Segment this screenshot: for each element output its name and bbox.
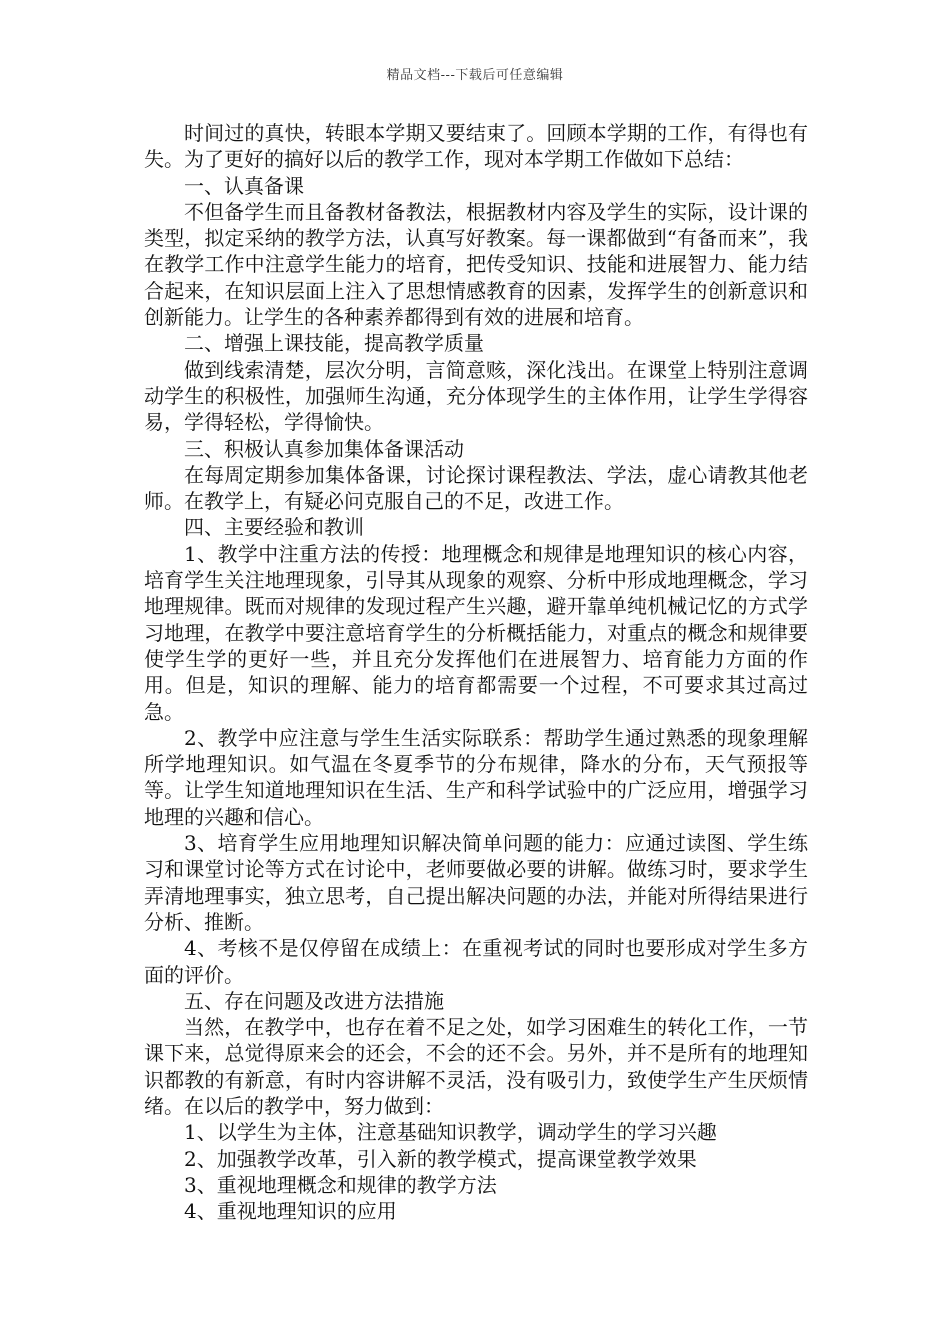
intro-paragraph: 时间过的真快，转眼本学期又要结束了。回顾本学期的工作，有得也有失。为了更好的搞好以后的教学工作，现对本学期工作做如下总结： <box>144 121 808 172</box>
section-4-item-3: 3、培育学生应用地理知识解决简单问题的能力：应通过读图、学生练习和课堂讨论等方式在讨论中，老师要做必要的讲解。做练习时，要求学生弄清地理事实，独立思考，自己提出解决问题的办法，并能对所得结果进行分析、推断。 <box>144 831 808 934</box>
section-4-item-4: 4、考核不是仅停留在成绩上：在重视考试的同时也要形成对学生多方面的评价。 <box>144 936 808 987</box>
section-2-heading: 二、增强上课技能，提高教学质量 <box>184 331 484 356</box>
section-1-paragraph: 不但备学生而且备教材备教法，根据教材内容及学生的实际，设计课的类型，拟定采纳的教学方法，认真写好教案。每一课都做到“有备而来”，我在教学工作中注意学生能力的培育，把传受知识、技能和进展智力、能力结合起来，在知识层面上注入了思想情感教育的因素，发挥学生的创新意识和创新能力。让学生的各种素养都得到有效的进展和培育。 <box>144 199 808 330</box>
section-2-paragraph: 做到线索清楚，层次分明，言简意赅，深化浅出。在课堂上特别注意调动学生的积极性，加强师生沟通，充分体现学生的主体作用，让学生学得容易，学得轻松，学得愉快。 <box>144 357 808 435</box>
section-4-item-2: 2、教学中应注意与学生生活实际联系：帮助学生通过熟悉的现象理解所学地理知识。如气温在冬夏季节的分布规律，降水的分布，天气预报等等。让学生知道地理知识在生活、生产和科学试验中的广泛应用，增强学习地理的兴趣和信心。 <box>144 725 808 829</box>
section-5-item-3: 3、重视地理概念和规律的教学方法 <box>184 1172 497 1197</box>
document-body <box>144 120 808 1224</box>
section-5-item-4: 4、重视地理知识的应用 <box>184 1199 397 1224</box>
section-3-paragraph: 在每周定期参加集体备课，讨论探讨课程教法、学法，虚心请教其他老师。在教学上，有疑必问克服自己的不足，改进工作。 <box>144 462 808 514</box>
section-5-heading: 五、存在问题及改进方法措施 <box>184 988 444 1013</box>
section-5-paragraph: 当然，在教学中，也存在着不足之处，如学习困难生的转化工作，一节课下来，总觉得原来会的还会，不会的还不会。另外，并不是所有的地理知识都教的有新意，有时内容讲解不灵活，没有吸引力，致使学生产生厌烦情绪。在以后的教学中，努力做到： <box>144 1015 808 1118</box>
section-4-item-1: 1、教学中注重方法的传授：地理概念和规律是地理知识的核心内容，培育学生关注地理现象，引导其从现象的观察、分析中形成地理概念，学习地理规律。既而对规律的发现过程产生兴趣，避开靠单纯机械记忆的方式学习地理，在教学中要注意培育学生的分析概括能力，对重点的概念和规律要使学生学的更好一些，并且充分发挥他们在进展智力、培育能力方面的作用。但是，知识的理解、能力的培育都需要一个过程，不可要求其过高过急。 <box>144 541 808 724</box>
section-5-item-1: 1、以学生为主体，注意基础知识教学，调动学生的学习兴趣 <box>184 1120 717 1145</box>
section-1-heading: 一、认真备课 <box>184 173 304 198</box>
section-3-heading: 三、积极认真参加集体备课活动 <box>184 436 464 461</box>
page-header-watermark: 精品文档---下载后可任意编辑 <box>386 68 564 83</box>
section-5-item-2: 2、加强教学改革，引入新的教学模式，提高课堂教学效果 <box>184 1146 697 1171</box>
section-4-heading: 四、主要经验和教训 <box>184 515 364 540</box>
